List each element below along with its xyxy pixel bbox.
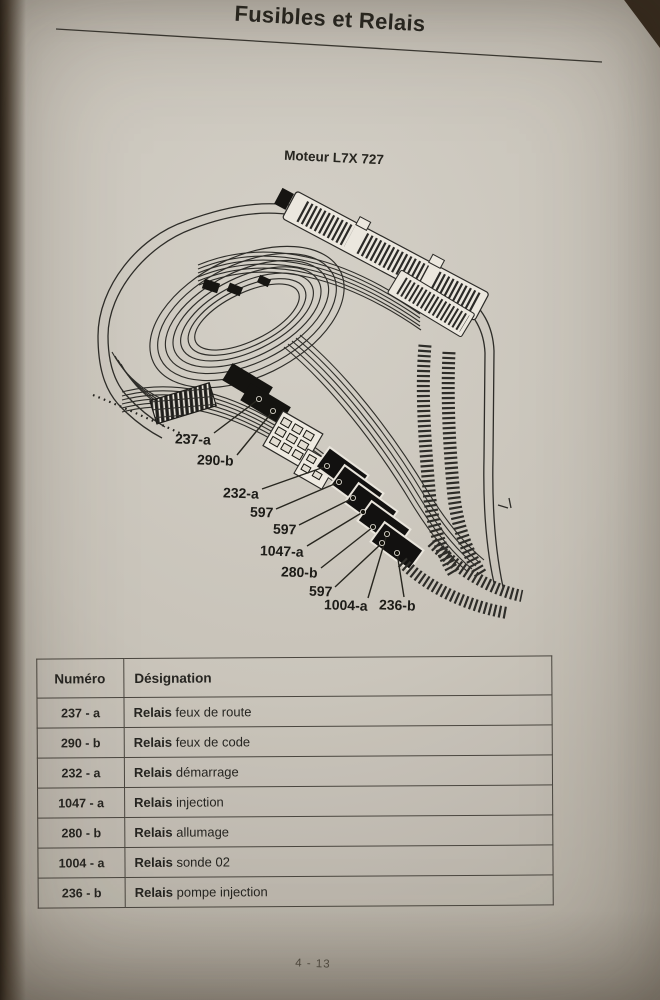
relay-type: Relais xyxy=(133,734,173,750)
relay-designation xyxy=(124,755,552,788)
page-title: Fusibles et Relais xyxy=(233,0,427,37)
relay-designation xyxy=(125,785,553,818)
table-header-row xyxy=(37,656,552,698)
relay-type: Relais xyxy=(133,704,172,720)
callout-label: 1047-a xyxy=(260,542,305,560)
connector-rail-main xyxy=(270,185,493,321)
table-row xyxy=(38,815,553,848)
table-row xyxy=(38,845,553,878)
relay-number: 280 - b xyxy=(38,818,125,849)
relay-number: 290 - b xyxy=(37,728,124,759)
relay-designation xyxy=(125,815,553,848)
column-header-numero: Numéro xyxy=(37,659,124,699)
relay-designation xyxy=(125,875,553,908)
harness-diagram xyxy=(55,185,545,630)
relay-number: 236 - b xyxy=(38,878,125,909)
callout-label: 597 xyxy=(272,520,297,538)
table-row xyxy=(38,785,553,818)
relay-type: Relais xyxy=(134,794,173,810)
relay-designation xyxy=(124,695,552,728)
relay-number: 1047 - a xyxy=(38,788,125,819)
callout-label: 290-b xyxy=(197,451,235,469)
relay-function: allumage xyxy=(176,824,230,840)
table-row xyxy=(38,875,553,908)
relay-designation xyxy=(124,725,552,758)
callout-label: 236-b xyxy=(379,596,417,614)
relay-type: Relais xyxy=(134,884,174,900)
relay-number: 1004 - a xyxy=(38,848,125,879)
table-row xyxy=(37,755,552,788)
callout-label: 1004-a xyxy=(324,596,369,614)
callout-label: 280-b xyxy=(281,563,319,581)
diagram-caption: Moteur L7X 727 xyxy=(283,147,385,168)
relay-type: Relais xyxy=(134,854,173,870)
title-underline xyxy=(0,0,660,80)
relay-type: Relais xyxy=(134,824,173,840)
callout-label: 232-a xyxy=(222,484,260,502)
relay-function: démarrage xyxy=(175,764,239,780)
callout-label: 237-a xyxy=(174,430,212,448)
relay-function: feux de route xyxy=(175,704,252,720)
relay-function: feux de code xyxy=(175,734,251,750)
book-binding-edge xyxy=(0,0,26,1000)
relay-designation xyxy=(125,845,553,878)
table-row xyxy=(37,725,552,758)
relay-function: pompe injection xyxy=(176,884,268,900)
relay-designation-table xyxy=(36,655,554,908)
relay-number: 237 - a xyxy=(37,698,124,729)
relay-function: injection xyxy=(176,794,224,810)
callout-label: 597 xyxy=(308,582,333,600)
relay-number: 232 - a xyxy=(37,758,124,789)
callout-label: 597 xyxy=(249,503,274,521)
page-number: 4 - 13 xyxy=(295,957,331,971)
column-header-designation: Désignation xyxy=(124,656,552,698)
relay-function: sonde 02 xyxy=(176,854,230,870)
relay-type: Relais xyxy=(133,764,173,780)
table-row xyxy=(37,695,552,728)
